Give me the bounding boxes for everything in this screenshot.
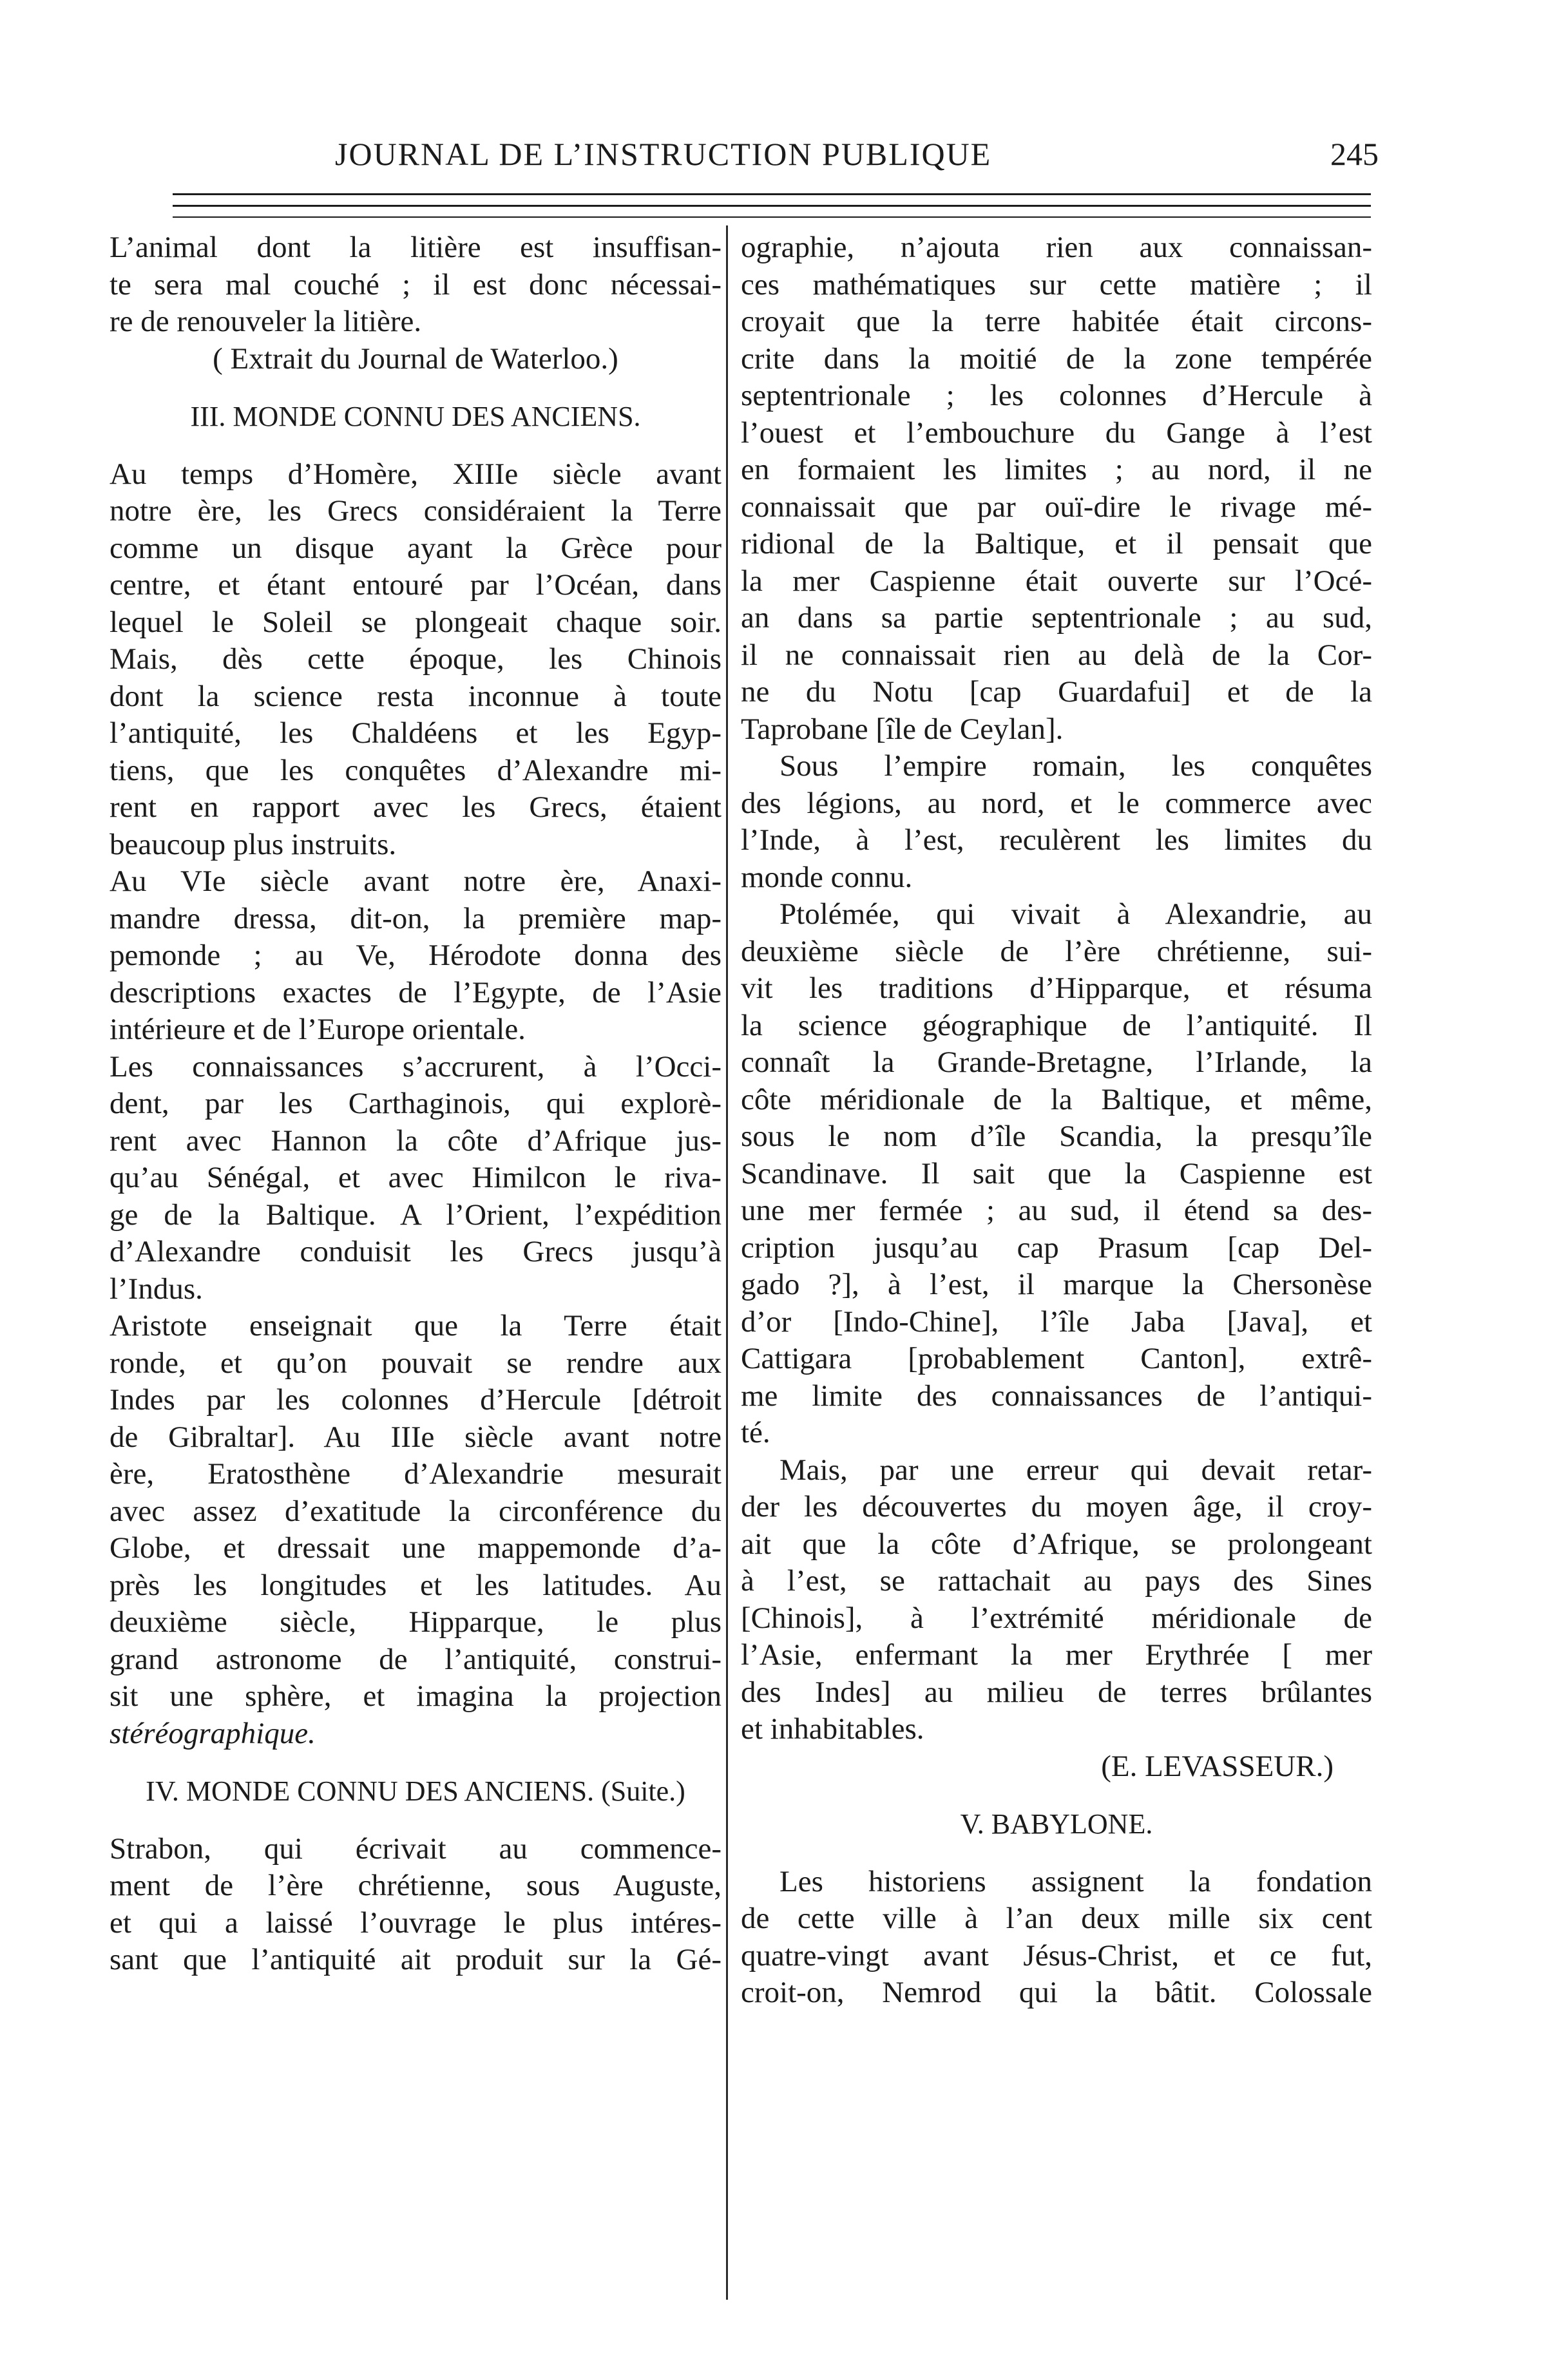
section-heading-iii: III. MONDE CONNU DES ANCIENS. [190, 401, 641, 432]
text-line: mandre dressa, dit-on, la première map- [110, 901, 722, 935]
spacer [110, 377, 722, 398]
text-line: côte méridionale de la Baltique, et même, [741, 1082, 1372, 1116]
text-line: sant que l’antiquité ait produit sur la Gé- [110, 1943, 722, 1976]
text-line: Au temps d’Homère, XIIIe siècle avant [110, 457, 722, 491]
text-line: et qui a laissé l’ouvrage le plus intéres- [110, 1905, 722, 1940]
text-line: me limite des connaissances de l’antiqui- [741, 1379, 1372, 1413]
text-line: vit les traditions d’Hipparque, et résuma [741, 971, 1372, 1005]
text-line: quatre-vingt avant Jésus-Christ, et ce fut, [741, 1938, 1372, 1972]
text-line: l’Inde, à l’est, reculèrent les limites du [741, 823, 1372, 857]
page-number: 245 [1330, 136, 1379, 172]
journal-title: JOURNAL DE L’INSTRUCTION PUBLIQUE [335, 136, 992, 172]
text-line: notre ère, les Grecs considéraient la Terre [110, 494, 722, 528]
spacer [110, 1752, 722, 1773]
text-line: Strabon, qui écrivait au commence- [110, 1831, 722, 1866]
spacer [741, 1843, 1372, 1864]
text-line: sit une sphère, et imagina la projection [110, 1679, 722, 1713]
text-line: té. [741, 1416, 770, 1449]
text-line: ridional de la Baltique, et il pensait que [741, 527, 1372, 560]
column-divider [726, 225, 728, 2300]
text-line: monde connu. [741, 860, 913, 894]
text-line: crite dans la moitié de la zone tempérée [741, 341, 1372, 376]
text-line: re de renouveler la litière. [110, 305, 422, 338]
text-line: en formaient les limites ; au nord, il ne [741, 453, 1372, 486]
text-line: Les connaissances s’accrurent, à l’Occi- [110, 1049, 722, 1084]
text-line: d’Alexandre conduisit les Grecs jusqu’à [110, 1235, 722, 1268]
text-line: à l’est, se rattachait au pays des Sines [741, 1564, 1372, 1598]
text-line: pemonde ; au Ve, Hérodote donna des [110, 939, 722, 972]
text-line: de cette ville à l’an deux mille six cent [741, 1902, 1372, 1935]
text-line: ronde, et qu’on pouvait se rendre aux [110, 1346, 722, 1380]
text-line: stéréographique. [110, 1716, 316, 1750]
text-line: Scandinave. Il sait que la Caspienne est [741, 1156, 1372, 1190]
text-line: [Chinois], à l’extrémité méridionale de [741, 1601, 1372, 1635]
text-line: Les historiens assignent la fondation [779, 1864, 1372, 1898]
text-line: d’or [Indo-Chine], l’île Jaba [Java], et [741, 1304, 1372, 1339]
text-line: rent avec Hannon la côte d’Afrique jus- [110, 1123, 722, 1158]
text-line: une mer fermée ; au sud, il étend sa des- [741, 1194, 1372, 1227]
text-line: intérieure et de l’Europe orientale. [110, 1013, 526, 1046]
text-line: croit-on, Nemrod qui la bâtit. Colossale [741, 1976, 1372, 2009]
text-line: te sera mal couché ; il est donc nécessai- [110, 267, 722, 301]
text-line: cription jusqu’au cap Prasum [cap Del- [741, 1230, 1372, 1265]
header-rule-middle [173, 205, 1371, 207]
left-column [110, 229, 722, 1979]
text-line: la science géographique de l’antiquité. Il [741, 1008, 1372, 1042]
text-line: rent en rapport avec les Grecs, étaient [110, 790, 722, 824]
spacer [741, 1785, 1372, 1806]
text-line: ge de la Baltique. A l’Orient, l’expédition [110, 1198, 722, 1232]
text-line: centre, et étant entouré par l’Océan, dans [110, 568, 722, 602]
text-line: connaissait que par ouï-dire le rivage mé- [741, 490, 1372, 524]
text-line: dont la science resta inconnue à toute [110, 679, 722, 713]
text-line: Aristote enseignait que la Terre était [110, 1309, 722, 1342]
text-line: ère, Eratosthène d’Alexandrie mesurait [110, 1457, 722, 1491]
text-line: connaît la Grande-Bretagne, l’Irlande, la [741, 1046, 1372, 1079]
text-line: il ne connaissait rien au delà de la Cor- [741, 638, 1372, 672]
text-line: Mais, dès cette époque, les Chinois [110, 642, 722, 676]
text-line: Taprobane [île de Ceylan]. [741, 712, 1064, 746]
text-line: an dans sa partie septentrionale ; au sud, [741, 601, 1372, 635]
text-line: la mer Caspienne était ouverte sur l’Océ- [741, 564, 1372, 598]
header-rule-thin [173, 216, 1371, 218]
text-line: lequel le Soleil se plongeait chaque soir. [110, 605, 722, 639]
text-line: sous le nom d’île Scandia, la presqu’île [741, 1120, 1372, 1153]
text-line: septentrionale ; les colonnes d’Hercule à [741, 379, 1372, 412]
text-line: deuxième siècle, Hipparque, le plus [110, 1605, 722, 1639]
text-line: gado ?], à l’est, il marque la Chersonèse [741, 1268, 1372, 1301]
text-line: près les longitudes et les latitudes. Au [110, 1568, 722, 1602]
text-line: des légions, au nord, et le commerce avec [741, 786, 1372, 820]
text-line: Mais, par une erreur qui devait retar- [779, 1453, 1372, 1487]
text-line: l’Asie, enfermant la mer Erythrée [ mer [741, 1638, 1372, 1672]
author-signature: (E. LEVASSEUR.) [1101, 1749, 1334, 1783]
text-line: Au VIe siècle avant notre ère, Anaxi- [110, 864, 722, 898]
spacer [110, 1810, 722, 1831]
text-line: Ptolémée, qui vivait à Alexandrie, au [779, 897, 1372, 931]
text-line: l’ouest et l’embouchure du Gange à l’est [741, 415, 1372, 450]
text-line: et inhabitables. [741, 1712, 924, 1746]
text-line: dent, par les Carthaginois, qui explorè- [110, 1087, 722, 1120]
text-line: deuxième siècle de l’ère chrétienne, sui- [741, 934, 1372, 968]
text-line: grand astronome de l’antiquité, construi- [110, 1642, 722, 1676]
text-line: Sous l’empire romain, les conquêtes [779, 749, 1372, 783]
text-line: descriptions exactes de l’Egypte, de l’Asie [110, 975, 722, 1009]
text-line: der les découvertes du moyen âge, il croy- [741, 1490, 1372, 1523]
spacer [110, 435, 722, 456]
text-line: Cattigara [probablement Canton], extrê- [741, 1342, 1372, 1375]
text-line: l’Indus. [110, 1272, 203, 1306]
text-line: de Gibraltar]. Au IIIe siècle avant notre [110, 1420, 722, 1454]
text-line: ces mathématiques sur cette matière ; il [741, 267, 1372, 301]
text-line: ne du Notu [cap Guardafui] et de la [741, 675, 1372, 709]
text-line: tiens, que les conquêtes d’Alexandre mi- [110, 753, 722, 787]
right-column [741, 229, 1372, 2012]
text-line: l’antiquité, les Chaldéens et les Egyp- [110, 716, 722, 750]
running-header [335, 135, 1379, 187]
text-line: L’animal dont la litière est insuffisan- [110, 231, 722, 264]
text-line: comme un disque ayant la Grèce pour [110, 531, 722, 565]
source-citation: ( Extrait du Journal de Waterloo.) [213, 341, 618, 376]
text-line: avec assez d’exatitude la circonférence du [110, 1494, 722, 1528]
section-heading-v: V. BABYLONE. [960, 1808, 1153, 1840]
text-line: des Indes] au milieu de terres brûlantes [741, 1675, 1372, 1709]
section-heading-iv: IV. MONDE CONNU DES ANCIENS. (Suite.) [146, 1775, 685, 1807]
text-line: beaucoup plus instruits. [110, 827, 397, 861]
header-rule-thick [173, 193, 1371, 195]
text-line: ographie, n’ajouta rien aux connaissan- [741, 231, 1372, 264]
text-line: ait que la côte d’Afrique, se prolongeant [741, 1527, 1372, 1561]
text-line: croyait que la terre habitée était circons- [741, 305, 1372, 338]
text-line: ment de l’ère chrétienne, sous Auguste, [110, 1869, 722, 1902]
text-line: Globe, et dressait une mappemonde d’a- [110, 1531, 722, 1565]
text-line: qu’au Sénégal, et avec Himilcon le riva- [110, 1161, 722, 1194]
text-line: Indes par les colonnes d’Hercule [détroit [110, 1383, 722, 1417]
